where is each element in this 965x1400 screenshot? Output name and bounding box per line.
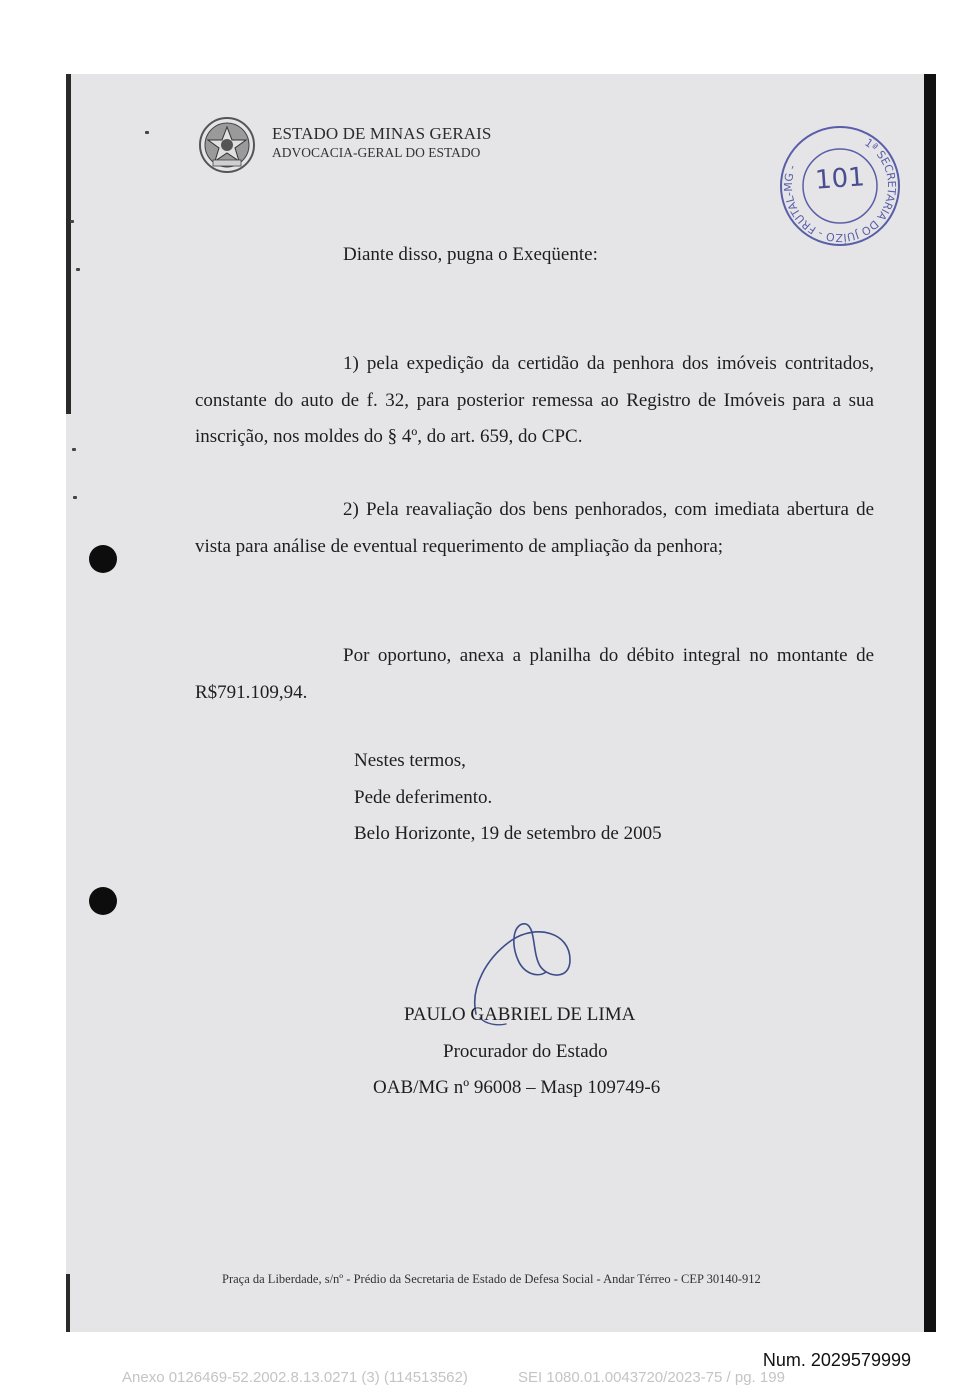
paragraph-item-1: 1) pela expedição da certidão da penhora dos imóveis contritados, constante do auto de f. 32, para posterior remessa ao Registro de Imóveis para a sua inscrição, nos moldes do § 4º, do art. 659, do CPC.: [195, 353, 874, 447]
scan-speck: [145, 131, 149, 134]
document-number: Num. 2029579999: [762, 1350, 911, 1370]
signer-title: Procurador do Estado: [443, 1041, 608, 1062]
signer-registration: OAB/MG nº 96008 – Masp 109749-6: [373, 1077, 661, 1098]
header-state-name: ESTADO DE MINAS GERAIS: [272, 124, 492, 143]
sei-reference: SEI 1080.01.0043720/2023-75 / pg. 199: [518, 1369, 785, 1386]
header-agency-name: ADVOCACIA-GERAL DO ESTADO: [272, 145, 481, 160]
state-coat-of-arms-icon: [195, 116, 259, 176]
scan-speck: [76, 268, 80, 271]
scan-border-left: [66, 74, 71, 414]
closing-place-date: Belo Horizonte, 19 de setembro de 2005: [354, 823, 662, 844]
document-meta-line: [122, 1369, 785, 1386]
stamp-page-number: 101: [814, 162, 866, 196]
scan-speck: [72, 448, 76, 451]
scan-speck: [73, 496, 77, 499]
punch-hole-bottom: [89, 887, 117, 915]
scan-speck: [70, 220, 74, 223]
scan-border-right: [924, 74, 936, 1332]
intro-text: Diante disso, pugna o Exeqüente:: [343, 244, 598, 265]
stamp-ring-text: 1ª SECRETARIA DO JUÍZO - FRUTAL-MG -: [781, 136, 899, 245]
closing-line-2: Pede deferimento.: [354, 787, 493, 808]
paragraph-annex: Por oportuno, anexa a planilha do débito integral no montante de R$791.109,94.: [195, 645, 874, 703]
scan-border-left-bottom: [66, 1274, 70, 1332]
signer-name: PAULO GABRIEL DE LIMA: [404, 1004, 636, 1025]
paragraph-item-2: 2) Pela reavaliação dos bens penhorados, com imediata abertura de vista para análise de eventual requerimento de ampliação da penhora;: [195, 499, 874, 557]
punch-hole-top: [89, 545, 117, 573]
closing-line-1: Nestes termos,: [354, 750, 466, 771]
letterhead-footer-address: Praça da Liberdade, s/nº - Prédio da Secretaria de Estado de Defesa Social - Andar Térreo - CEP 30140-912: [222, 1272, 761, 1286]
annex-reference: Anexo 0126469-52.2002.8.13.0271 (3) (114513562): [122, 1369, 468, 1386]
